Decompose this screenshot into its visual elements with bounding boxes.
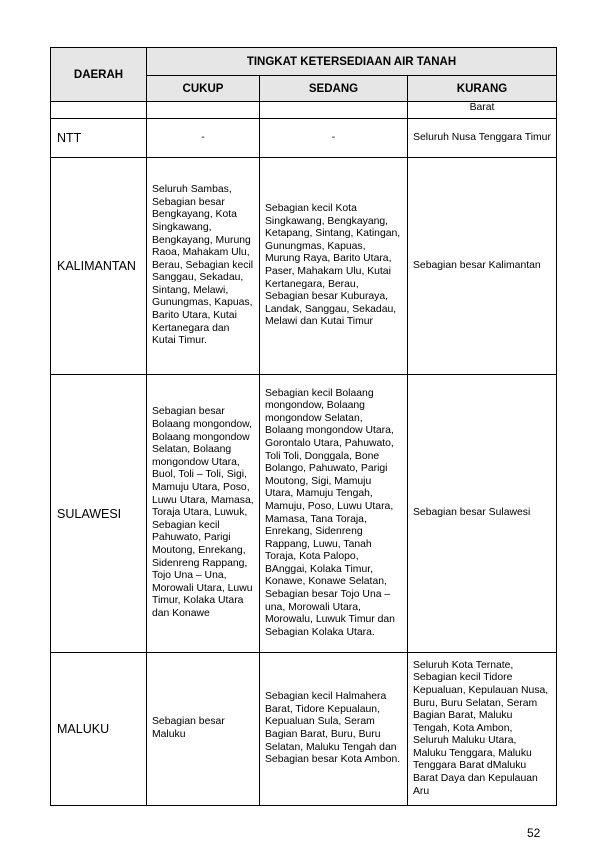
sedang-cell: - [260, 119, 408, 158]
cukup-cell [147, 102, 260, 119]
cukup-cell: Sebagian besar Maluku [147, 653, 260, 806]
table-row [51, 653, 557, 806]
region-cell: SULAWESI [51, 375, 147, 653]
sedang-cell: Sebagian kecil Kota Singkawang, Bengkayang, Ketapang, Sintang, Katingan, Gunungmas, Kapuas, Murung Raya, Barito Utara, Paser, Mahakam Ulu, Kutai Kertanegara, Berau, Sebagian besar Kuburaya, Landak, Sanggau, Sekadau, Melawi dan Kutai Timur [260, 158, 408, 375]
region-cell: NTT [51, 119, 147, 158]
sedang-cell: Sebagian kecil Halmahera Barat, Tidore Kepualaun, Kepualuan Sula, Seram Bagian Barat, Buru, Buru Selatan, Maluku Tengah dan Sebagian besar Kota Ambon. [260, 653, 408, 806]
table-row [51, 119, 557, 158]
header-region: DAERAH [51, 48, 147, 102]
sedang-cell: Sebagian kecil Bolaang mongondow, Bolaang mongondow Selatan, Bolaang mongondow Utara, Gorontalo Utara, Pahuwato, Toli Toli, Donggala, Bone Bolango, Pahuwato, Parigi Moutong, Sigi, Mamuju Utara, Mamuju Tengah, Mamuju, Poso, Luwu Utara, Mamasa, Tana Toraja, Enrekang, Sidenreng Rappang, Luwu, Tanah Toraja, Kota Palopo, BAnggai, Kolaka Timur, Konawe, Konawe Selatan, Sebagian besar Tojo Una – una, Morowali Utara, Morowalu, Luwuk Timur dan Sebagian Kolaka Utara. [260, 375, 408, 653]
header-availability-level: TINGKAT KETERSEDIAAN AIR TANAH [147, 48, 557, 76]
kurang-cell: Barat [408, 102, 557, 119]
kurang-cell: Seluruh Kota Ternate, Sebagian kecil Tidore Kepualuan, Kepulauan Nusa, Buru, Buru Selatan, Seram Bagian Barat, Maluku Tengah, Kota Ambon, Seluruh Maluku Utara, Maluku Tenggara, Maluku Tenggara Barat dMaluku Barat Daya dan Kepulauan Aru [408, 653, 557, 806]
table-row [51, 158, 557, 375]
region-cell [51, 102, 147, 119]
header-kurang: KURANG [408, 76, 557, 102]
kurang-cell: Sebagian besar Sulawesi [408, 375, 557, 653]
sedang-cell [260, 102, 408, 119]
page-number: 52 [527, 826, 541, 840]
header-cukup: CUKUP [147, 76, 260, 102]
cukup-cell: - [147, 119, 260, 158]
cukup-cell: Sebagian besar Bolaang mongondow, Bolaang mongondow Selatan, Bolaang mongondow Utara, Buol, Toli – Toli, Sigi, Mamuju Utara, Poso, Luwu Utara, Mamasa, Toraja Utara, Luwuk, Sebagian kecil Pahuwato, Parigi Moutong, Enrekang, Sidenreng Rappang, Tojo Una – Una, Morowali Utara, Luwu Timur, Kolaka Utara dan Konawe [147, 375, 260, 653]
table-row [51, 375, 557, 653]
table-row [51, 102, 557, 119]
cukup-cell: Seluruh Sambas, Sebagian besar Bengkayang, Kota Singkawang, Bengkayang, Murung Raoa, Mahakam Ulu, Berau, Sebagian kecil Sanggau, Sekadau, Sintang, Melawi, Gunungmas, Kapuas, Barito Utara, Kutai Kertanegara dan Kutai Timur. [147, 158, 260, 375]
region-cell: KALIMANTAN [51, 158, 147, 375]
kurang-cell: Sebagian besar Kalimantan [408, 158, 557, 375]
kurang-cell: Seluruh Nusa Tenggara Timur [408, 119, 557, 158]
header-sedang: SEDANG [260, 76, 408, 102]
groundwater-availability-table [50, 47, 557, 806]
region-cell: MALUKU [51, 653, 147, 806]
